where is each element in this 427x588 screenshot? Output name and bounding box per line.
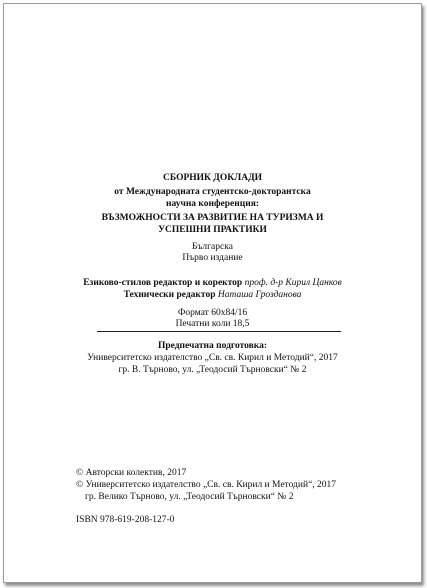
prepress-address: гр. В. Търново, ул. „Теодосий Търновски“ № 2 (118, 365, 307, 375)
copyright-authors: © Авторски колектив, 2017 (76, 468, 187, 478)
technical-editor-credit (4, 290, 421, 301)
document-page (3, 3, 422, 583)
isbn: ISBN 978-619-208-127-0 (76, 515, 175, 525)
printed-sheets-info: Печатни коли 18,5 (175, 319, 250, 329)
format-info: Формат 60х84/16 (177, 308, 248, 318)
conference-theme-line-1: ВЪЗМОЖНОСТИ ЗА РАЗВИТИЕ НА ТУРИЗМА И (101, 213, 324, 223)
prepress-heading: Предпечатна подготовка: (157, 341, 268, 351)
language-editor-credit (4, 278, 421, 289)
language-label: Българска (192, 242, 233, 252)
subtitle-line-2: научна конференция: (165, 199, 260, 209)
technical-editor-label: Технически редактор (123, 290, 216, 300)
book-title: СБОРНИК ДОКЛАДИ (163, 173, 262, 183)
prepress-publisher: Университетско издателство „Св. св. Кирил и Методий“, 2017 (87, 353, 338, 363)
copyright-publisher: © Университетско издателство „Св. св. Кирил и Методий“, 2017 (76, 480, 337, 490)
language-editor-label: Езиково-стилов редактор и коректор (83, 278, 243, 288)
conference-theme-line-2: УСПЕШНИ ПРАКТИКИ (158, 225, 267, 235)
edition-label: Първо издание (182, 253, 243, 263)
technical-editor-name: Наташа Грозданова (217, 290, 302, 300)
language-editor-name: проф. д-р Кирил Цанков (244, 278, 342, 288)
copyright-address: гр. Велико Търново, ул. „Теодосий Търновски“ № 2 (85, 492, 294, 502)
subtitle-line-1: от Международната студентско-докторантска (114, 187, 311, 197)
separator-line (97, 331, 341, 332)
